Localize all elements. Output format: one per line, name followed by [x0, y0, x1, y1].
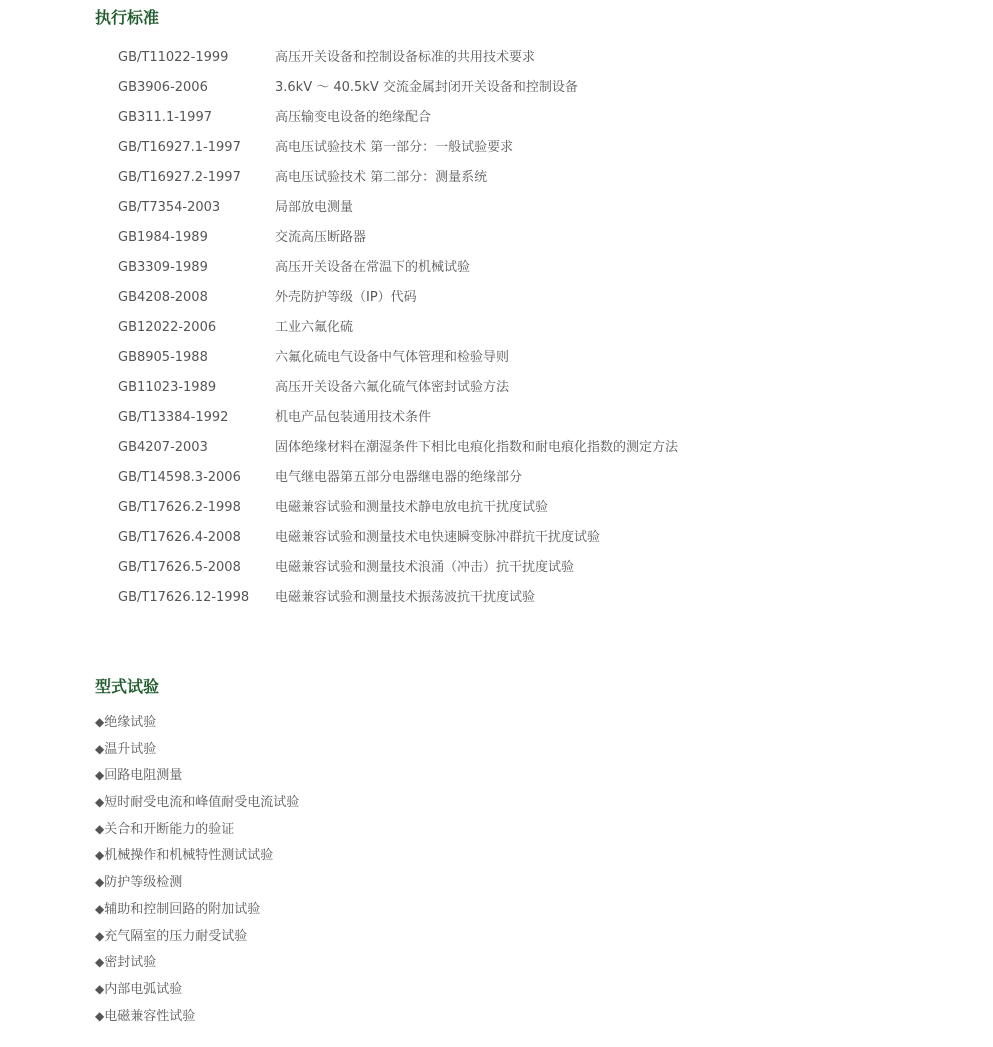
standard-row	[118, 378, 678, 408]
diamond-bullet-icon: ◆	[95, 741, 105, 756]
list-item	[95, 872, 299, 899]
list-item	[95, 819, 299, 846]
standard-code: GB4208-2008	[118, 290, 208, 305]
diamond-bullet-icon: ◆	[95, 981, 105, 996]
list-item	[95, 845, 299, 872]
standard-name: 机电产品包装通用技术条件	[275, 410, 432, 425]
diamond-bullet-icon: ◆	[95, 928, 105, 943]
list-item	[95, 765, 299, 792]
standard-name: 六氟化硫电气设备中气体管理和检验导则	[275, 350, 510, 365]
standard-row	[118, 78, 678, 108]
standard-code: GB/T16927.1-1997	[118, 140, 241, 155]
standard-row	[118, 438, 678, 468]
diamond-bullet-icon: ◆	[95, 768, 105, 783]
standard-name: 固体绝缘材料在潮湿条件下相比电痕化指数和耐电痕化指数的测定方法	[275, 440, 679, 455]
diamond-bullet-icon: ◆	[95, 1008, 105, 1023]
standard-row	[118, 138, 678, 168]
standard-code: GB12022-2006	[118, 320, 217, 335]
standard-row	[118, 48, 678, 78]
list-item	[95, 712, 299, 739]
test-name: 短时耐受电流和峰值耐受电流试验	[104, 795, 300, 811]
standard-name: 工业六氟化硫	[275, 320, 354, 335]
test-name: 电磁兼容性试验	[104, 1008, 196, 1024]
standard-name: 电磁兼容试验和测量技术振荡波抗干扰度试验	[275, 590, 536, 605]
list-item	[95, 926, 299, 953]
diamond-bullet-icon: ◆	[95, 955, 105, 970]
standard-row	[118, 498, 678, 528]
standards-section-title: 执行标准	[95, 8, 160, 27]
standard-name: 高压输变电设备的绝缘配合	[275, 110, 432, 125]
standard-row	[118, 348, 678, 378]
standard-row	[118, 168, 678, 198]
standard-row	[118, 528, 678, 558]
standard-name: 高压开关设备六氟化硫气体密封试验方法	[275, 380, 510, 395]
standard-name: 电气继电器第五部分电器继电器的绝缘部分	[275, 470, 523, 485]
test-name: 防护等级检测	[104, 875, 183, 891]
standard-row	[118, 468, 678, 498]
standard-name: 3.6kV ～ 40.5kV 交流金属封闭开关设备和控制设备	[275, 80, 578, 95]
standard-row	[118, 408, 678, 438]
test-name: 辅助和控制回路的附加试验	[104, 901, 261, 917]
list-item	[95, 739, 299, 766]
standard-code: GB3906-2006	[118, 80, 208, 95]
standard-row	[118, 108, 678, 138]
standard-name: 局部放电测量	[275, 200, 354, 215]
standard-code: GB/T17626.12-1998	[118, 590, 250, 605]
standard-code: GB/T14598.3-2006	[118, 470, 241, 485]
diamond-bullet-icon: ◆	[95, 795, 105, 810]
standard-code: GB/T7354-2003	[118, 200, 221, 215]
test-name: 内部电弧试验	[104, 981, 183, 997]
test-name: 回路电阻测量	[104, 768, 183, 784]
list-item	[95, 899, 299, 926]
standard-name: 高电压试验技术 第二部分：测量系统	[275, 170, 488, 185]
type-tests-list	[95, 712, 299, 1032]
standard-name: 外壳防护等级（IP）代码	[275, 290, 417, 305]
standard-code: GB/T17626.2-1998	[118, 500, 241, 515]
diamond-bullet-icon: ◆	[95, 901, 105, 916]
standard-code: GB/T17626.4-2008	[118, 530, 241, 545]
standard-code: GB1984-1989	[118, 230, 208, 245]
test-name: 机械操作和机械特性测试试验	[104, 848, 274, 864]
standard-name: 电磁兼容试验和测量技术静电放电抗干扰度试验	[275, 500, 549, 515]
standards-list	[118, 48, 678, 618]
standard-code: GB/T17626.5-2008	[118, 560, 241, 575]
standard-code: GB8905-1988	[118, 350, 208, 365]
standard-name: 高压开关设备在常温下的机械试验	[275, 260, 471, 275]
test-name: 充气隔室的压力耐受试验	[104, 928, 248, 944]
standard-name: 电磁兼容试验和测量技术电快速瞬变脉冲群抗干扰度试验	[275, 530, 601, 545]
standard-row	[118, 258, 678, 288]
standard-name: 交流高压断路器	[275, 230, 367, 245]
diamond-bullet-icon: ◆	[95, 715, 105, 729]
list-item	[95, 952, 299, 979]
standard-code: GB4207-2003	[118, 440, 208, 455]
standard-row	[118, 588, 678, 618]
standard-code: GB11023-1989	[118, 380, 217, 395]
standard-row	[118, 318, 678, 348]
list-item	[95, 979, 299, 1006]
test-name: 密封试验	[104, 955, 157, 971]
standard-row	[118, 288, 678, 318]
standard-code: GB3309-1989	[118, 260, 208, 275]
standard-row	[118, 198, 678, 228]
diamond-bullet-icon: ◆	[95, 821, 105, 836]
test-name: 温升试验	[104, 741, 157, 757]
standard-name: 电磁兼容试验和测量技术浪涌（冲击）抗干扰度试验	[275, 560, 575, 575]
standard-code: GB311.1-1997	[118, 110, 212, 125]
list-item	[95, 792, 299, 819]
diamond-bullet-icon: ◆	[95, 875, 105, 890]
diamond-bullet-icon: ◆	[95, 848, 105, 863]
standard-code: GB/T16927.2-1997	[118, 170, 241, 185]
standard-name: 高压开关设备和控制设备标准的共用技术要求	[275, 50, 536, 65]
standard-code: GB/T11022-1999	[118, 50, 229, 65]
type-tests-section-title: 型式试验	[95, 677, 160, 696]
standard-name: 高电压试验技术 第一部分：一般试验要求	[275, 140, 514, 155]
standard-row	[118, 228, 678, 258]
standard-code: GB/T13384-1992	[118, 410, 229, 425]
list-item	[95, 1006, 299, 1033]
test-name: 绝缘试验	[104, 715, 157, 730]
test-name: 关合和开断能力的验证	[104, 821, 235, 837]
standard-row	[118, 558, 678, 588]
